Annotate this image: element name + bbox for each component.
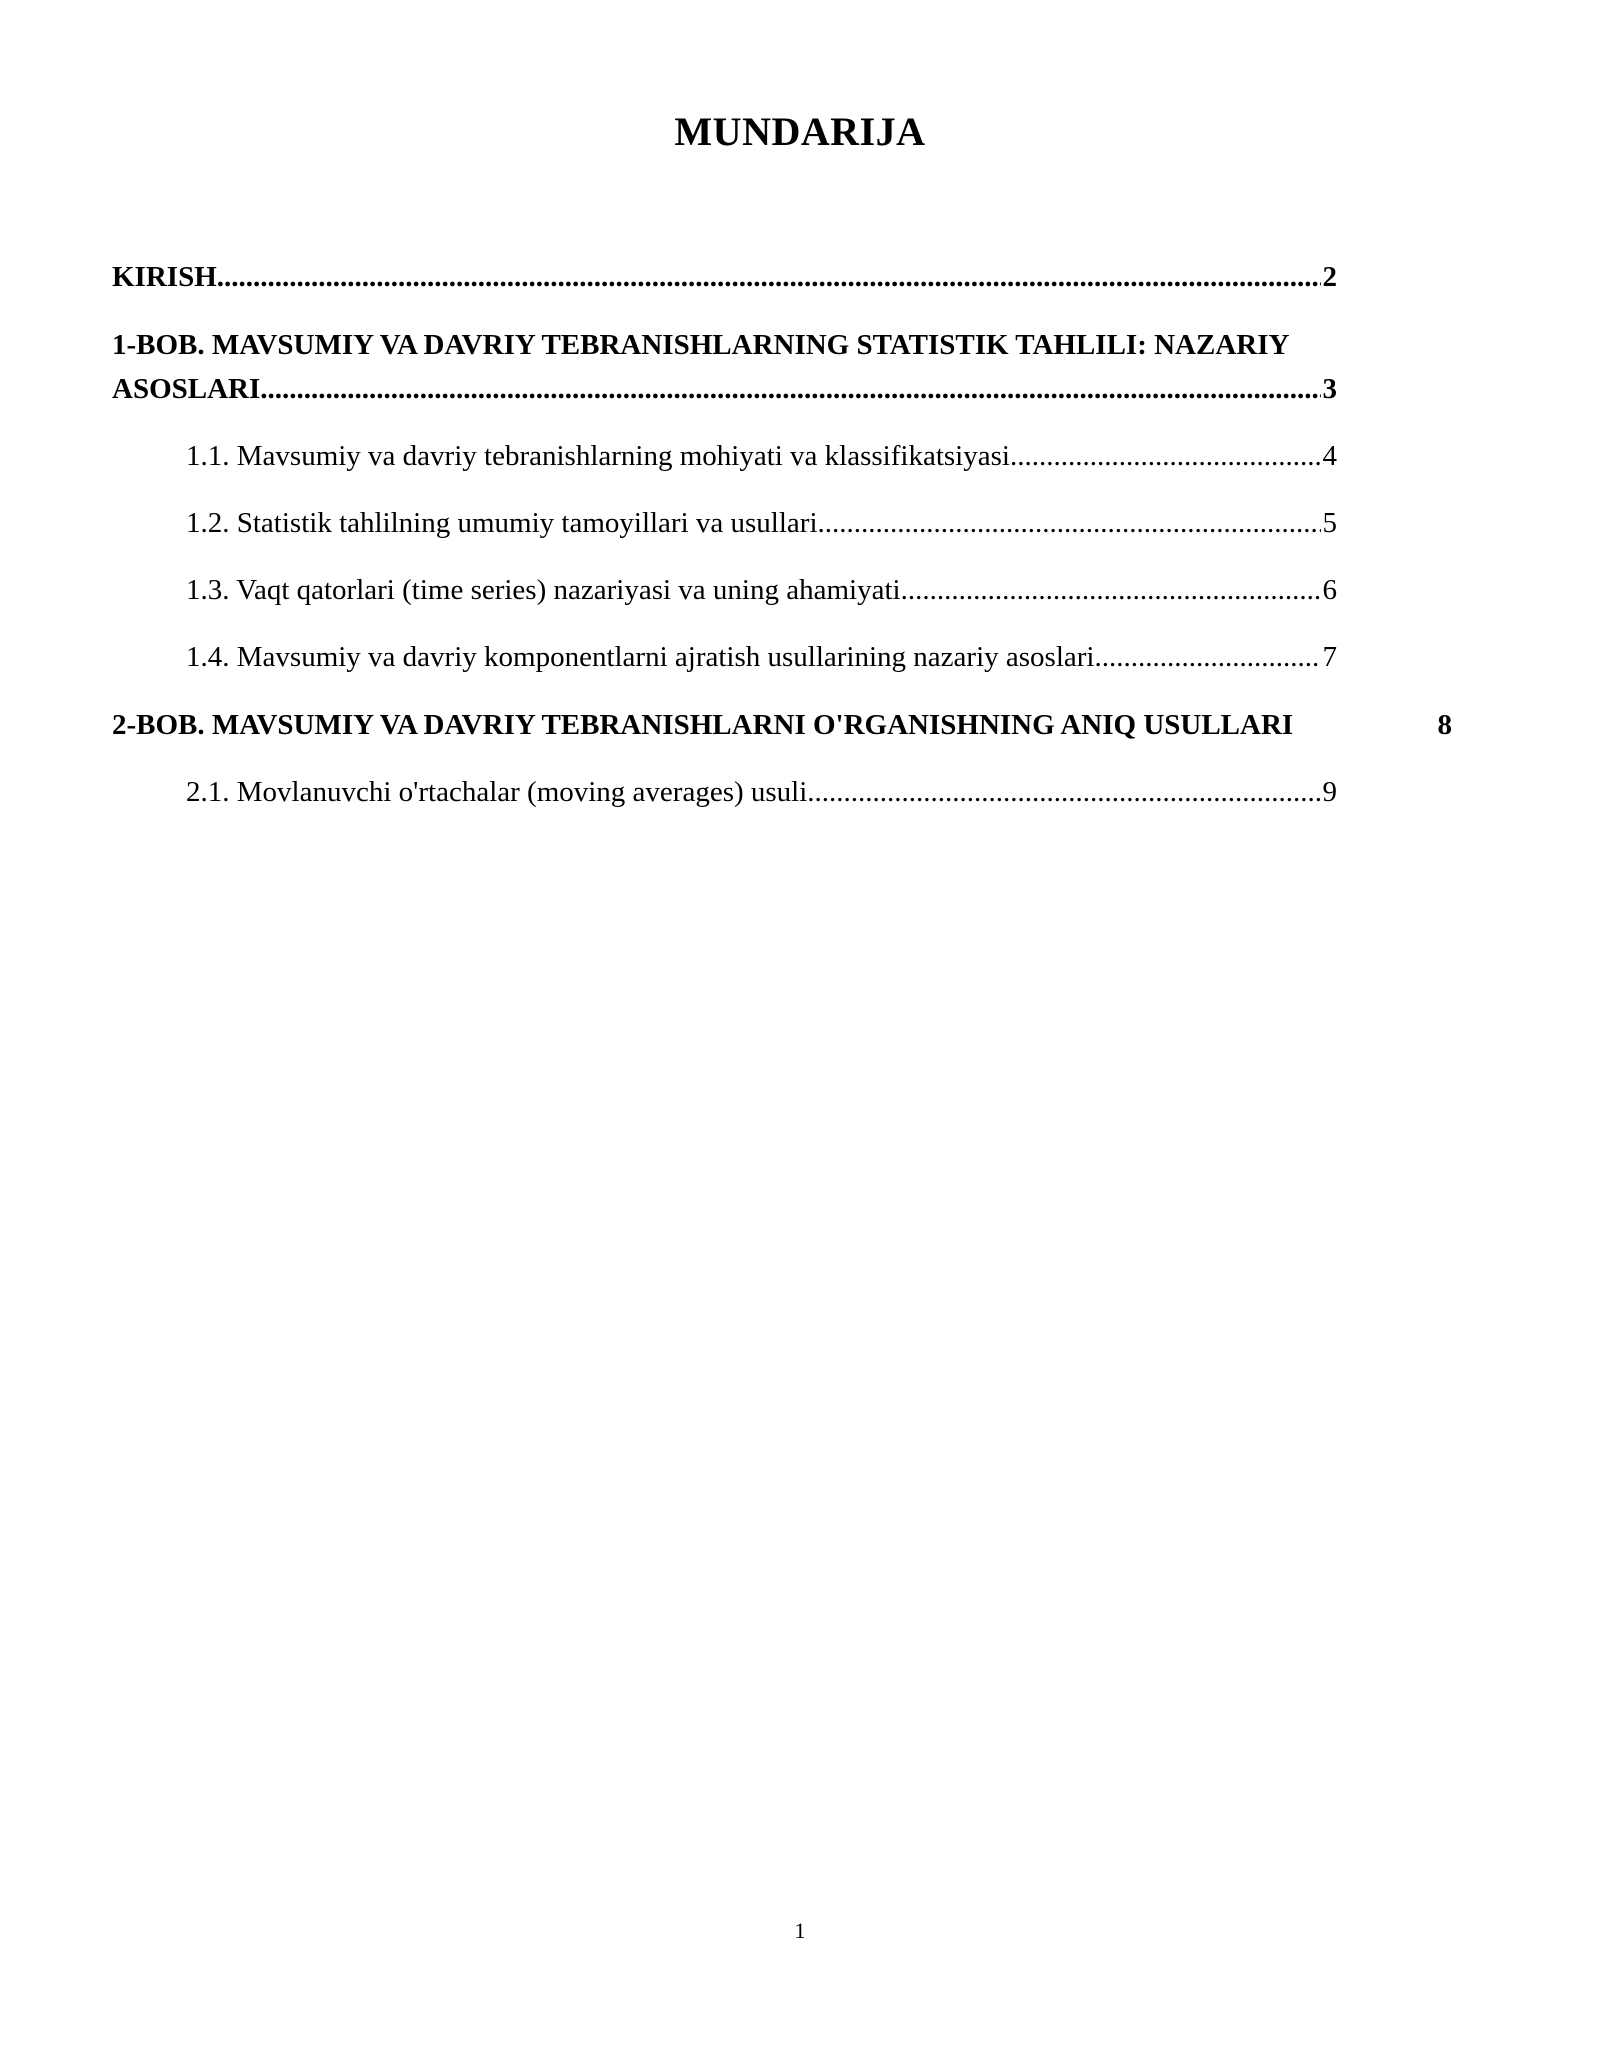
toc-entry-label-line1: 1-BOB. MAVSUMIY VA DAVRIY TEBRANISHLARNING STATISTIK TAHLILI: NAZARIY xyxy=(112,329,1290,361)
toc-entry-section-1-3[interactable] xyxy=(112,568,1337,612)
dot-leader xyxy=(807,770,1320,814)
toc-entry-label: 1.1. Mavsumiy va davriy tebranishlarning mohiyati va klassifikatsiyasi xyxy=(186,440,1010,472)
toc-page-number: 3 xyxy=(1322,373,1337,405)
toc-entry-label: KIRISH xyxy=(112,261,217,293)
toc-page-number: 6 xyxy=(1322,574,1337,606)
toc-page-number: 9 xyxy=(1322,776,1337,808)
toc-page-number: 7 xyxy=(1322,641,1337,673)
toc-entry-label: 1.2. Statistik tahlilning umumiy tamoyillari va usullari xyxy=(186,507,818,539)
toc-entry-label: 1.4. Mavsumiy va davriy komponentlarni ajratish usullarining nazariy asoslari xyxy=(186,641,1095,673)
toc-entry-label: 1.3. Vaqt qatorlari (time series) nazariyasi va uning ahamiyati xyxy=(186,574,901,606)
toc-entry-label: 2.1. Movlanuvchi o'rtachalar (moving averages) usuli xyxy=(186,776,808,808)
toc-entry-section-1-1[interactable] xyxy=(112,434,1337,478)
toc-entry-section-2-1[interactable] xyxy=(112,770,1337,814)
toc-entry-chapter-1[interactable] xyxy=(112,323,1337,411)
dot-leader xyxy=(1094,635,1320,679)
dot-leader xyxy=(1010,434,1321,478)
toc-entry-label-line2: ASOSLARI xyxy=(112,373,261,405)
page-number-footer: 1 xyxy=(794,1918,806,1943)
dot-leader xyxy=(217,255,1321,299)
toc-entry-label: 2-BOB. MAVSUMIY VA DAVRIY TEBRANISHLARNI O'RGANISHNING ANIQ USULLARI xyxy=(112,709,1294,741)
dot-leader xyxy=(901,568,1321,612)
toc-entry-section-1-4[interactable] xyxy=(112,635,1337,679)
toc-page-number: 5 xyxy=(1322,507,1337,539)
dot-leader xyxy=(260,367,1320,411)
page-title: MUNDARIJA xyxy=(674,109,926,154)
toc-page-number: 2 xyxy=(1322,261,1337,293)
toc-entry-section-1-2[interactable] xyxy=(112,501,1337,545)
toc-entry-chapter-2[interactable] xyxy=(112,703,1452,747)
toc-page-number: 8 xyxy=(1437,709,1452,741)
table-of-contents xyxy=(112,255,1452,814)
toc-page-number: 4 xyxy=(1322,440,1337,472)
dot-leader xyxy=(818,501,1321,545)
toc-entry-kirish[interactable] xyxy=(112,255,1337,299)
